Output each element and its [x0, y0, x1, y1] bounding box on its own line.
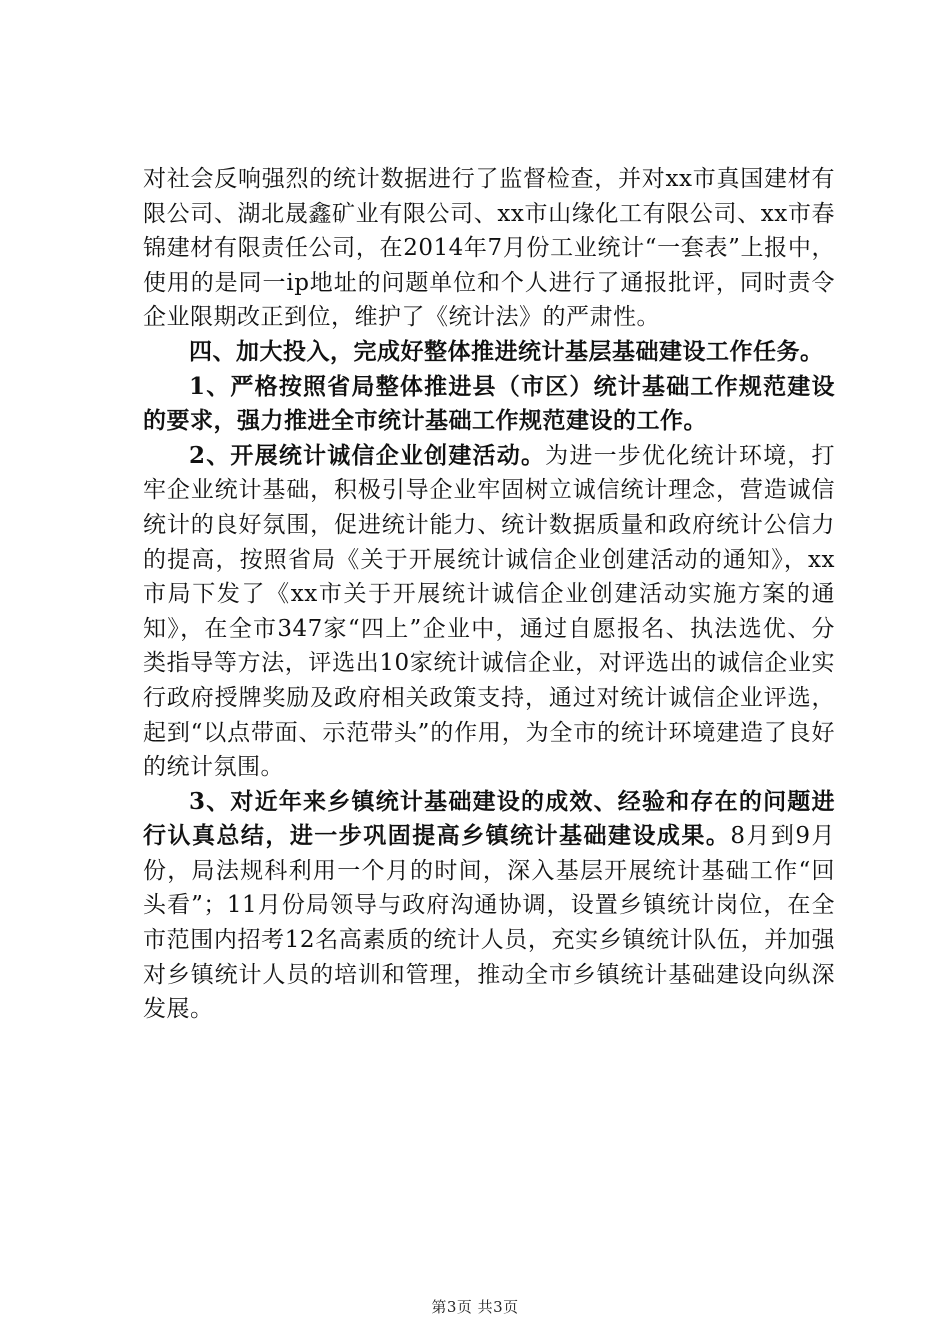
paragraph-item-2 [143, 439, 835, 785]
paragraph-text: 对社会反响强烈的统计数据进行了监督检查，并对xx市真国建材有限公司、湖北晟鑫矿业有限公司、xx市山缘化工有限公司、xx市春锦建材有限责任公司，在2014年7月份工业统计“一套表”上报中，使用的是同一ip地址的问题单位和个人进行了通报批评，同时责令企业限期改正到位，维护了《统计法》的严肃性。 [143, 166, 835, 331]
page-number: 第3页 共3页 [431, 1298, 519, 1316]
item-3-lead: 3、对近年来乡镇统计基础建设的成效、经验和存在的问题进行认真总结，进一步巩固提高乡镇统计基础建设成果。 [143, 787, 835, 850]
paragraph-continuation [143, 162, 835, 335]
item-3-text: 8月到9月份，局法规科利用一个月的时间，深入基层开展统计基础工作“回头看”；11月份局领导与政府沟通协调，设置乡镇统计岗位，在全市范围内招考12名高素质的统计人员，充实乡镇统计队伍，并加强对乡镇统计人员的培训和管理，推动全市乡镇统计基础建设向纵深发展。 [143, 823, 835, 1023]
page-footer [0, 1296, 950, 1317]
paragraph-item-3 [143, 785, 835, 1027]
heading-text: 四、加大投入，完成好整体推进统计基层基础建设工作任务。 [189, 337, 824, 365]
item-2-text: 为进一步优化统计环境，打牢企业统计基础，积极引导企业牢固树立诚信统计理念，营造诚信统计的良好氛围，促进统计能力、统计数据质量和政府统计公信力的提高，按照省局《关于开展统计诚信企业创建活动的通知》，xx市局下发了《xx市关于开展统计诚信企业创建活动实施方案的通知》，在全市347家“四上”企业中，通过自愿报名、执法选优、分类指导等方法，评选出10家统计诚信企业，对评选出的诚信企业实行政府授牌奖励及政府相关政策支持，通过对统计诚信企业评选，起到“以点带面、示范带头”的作用，为全市的统计环境建造了良好的统计氛围。 [143, 442, 835, 781]
paragraph-item-1 [143, 370, 835, 439]
document-body [143, 162, 835, 1027]
item-2-lead: 2、开展统计诚信企业创建活动。 [189, 441, 546, 469]
item-1-text: 1、严格按照省局整体推进县（市区）统计基础工作规范建设的要求，强力推进全市统计基础工作规范建设的工作。 [143, 372, 835, 435]
section-heading [143, 335, 835, 370]
